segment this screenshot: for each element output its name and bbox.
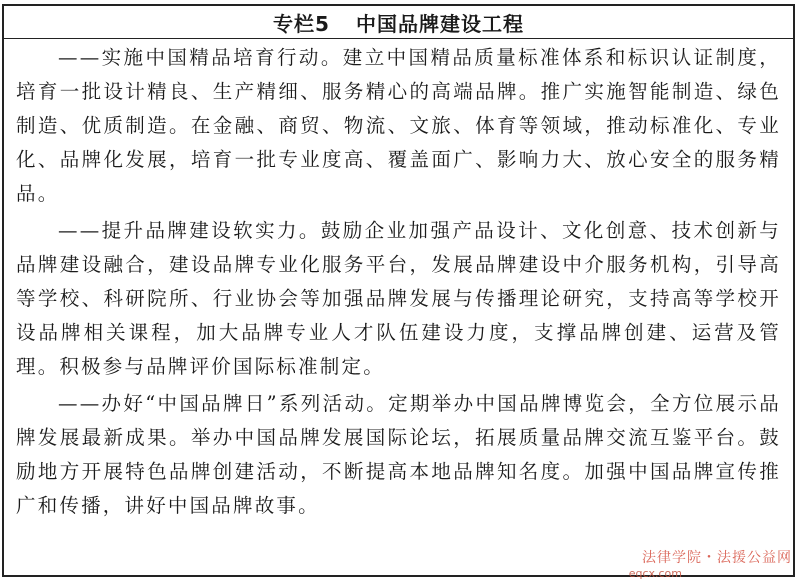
paragraph-quality-cultivation: ——实施中国精品培育行动。建立中国精品质量标准体系和标识认证制度，培育一批设计精良、生产精细、服务精心的高端品牌。推广实施智能制造、绿色制造、优质制造。在金融、商贸、物流、文旅、体育等领域，推动标准化、专业化、品牌化发展，培育一批专业度高、覆盖面广、影响力大、放心安全的服务精品。 [16,46,781,205]
column-content [4,39,793,523]
column-title: 中国品牌建设工程 [355,11,524,36]
column-number: 专栏5 [273,11,330,36]
watermark-url: eqcx.com [628,567,682,580]
paragraph-brand-day: ——办好“中国品牌日”系列活动。定期举办中国品牌博览会，全方位展示品牌发展最新成果。举办中国品牌发展国际论坛，拓展质量品牌交流互鉴平台。鼓励地方开展特色品牌创建活动，不断提高本地品牌知名度。加强中国品牌宣传推广和传播，讲好中国品牌故事。 [16,392,781,517]
column-box [2,4,795,577]
paragraph-soft-power: ——提升品牌建设软实力。鼓励企业加强产品设计、文化创意、技术创新与品牌建设融合，建设品牌专业化服务平台，发展品牌建设中介服务机构，引导高等学校、科研院所、行业协会等加强品牌发展与传播理论研究，支持高等学校开设品牌相关课程，加大品牌专业人才队伍建设力度，支撑品牌创建、运营及管理。积极参与品牌评价国际标准制定。 [16,219,781,378]
column-title-bar [4,6,793,39]
watermark-text: 法律学院・法援公益网 [642,550,792,566]
